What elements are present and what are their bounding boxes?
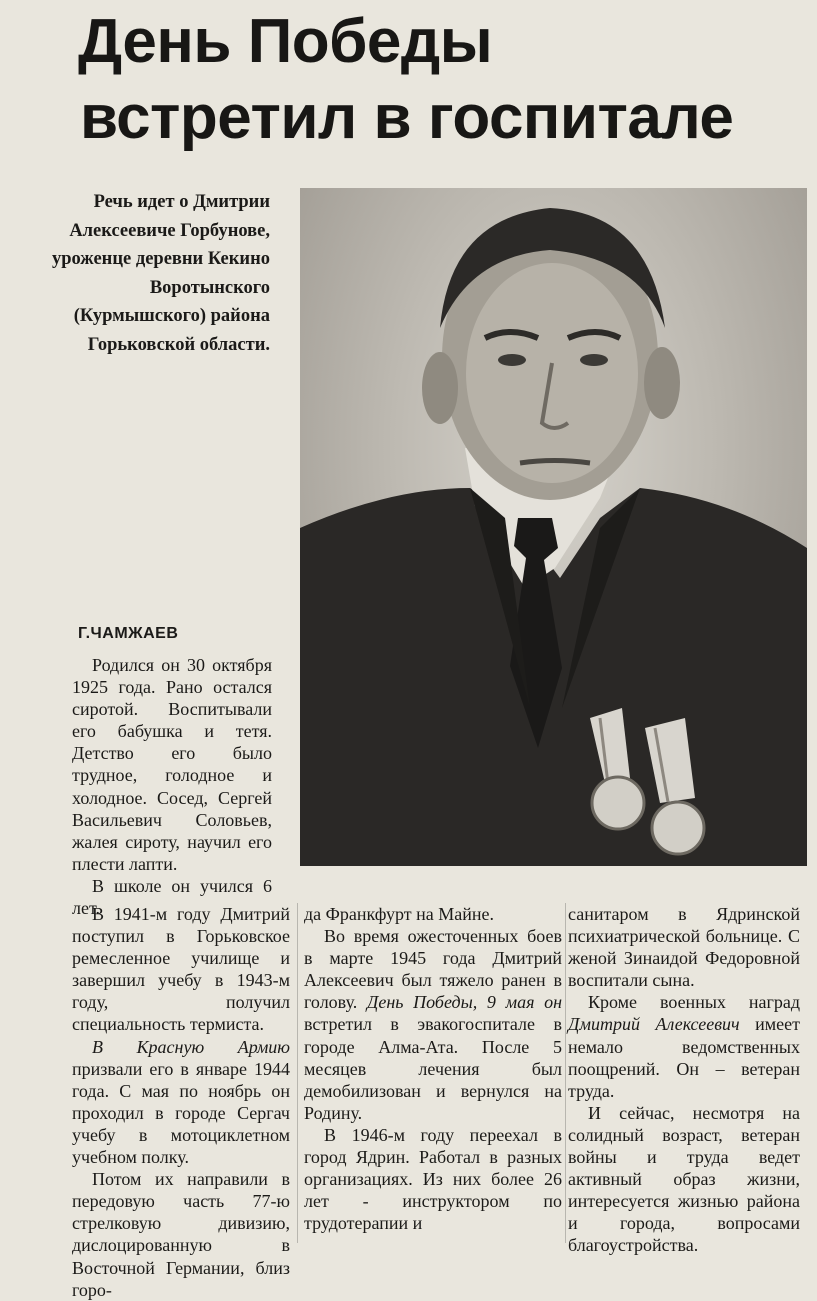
paragraph-text: Кроме военных наград <box>588 992 800 1013</box>
portrait-illustration <box>300 188 807 866</box>
column-rule <box>297 903 298 1243</box>
paragraph <box>304 925 562 1124</box>
article-deck: Речь идет о Дмитрии Алексеевиче Горбунове, уроженце деревни Кекино Воротынского (Курмышского) района Горьковской области. <box>51 192 270 355</box>
paragraph: И сейчас, несмотря на солидный возраст, ветеран войны и труда ведет активный образ жизни, интересуется жизнью района и города, вопросами благоустройства. <box>568 1102 800 1256</box>
column-3 <box>568 903 800 1257</box>
portrait-photo <box>300 188 807 866</box>
paragraph: Родился он 30 октября 1925 года. Рано остался сиротой. Воспитывали его бабушка и тетя. Детство его было трудное, голодное и холодное. Сосед, Сергей Васильевич Соловьев, жалея сироту, научил его плести лапти. <box>72 655 272 874</box>
paragraph: санитаром в Ядринской психиатрической больнице. С женой Зинаидой Федоровной воспитали сына. <box>568 904 800 991</box>
paragraph: В школе он учился 6 лет. <box>72 875 272 919</box>
paragraph: Потом их направили в передовую часть 77-ю стрелковую дивизию, дислоцированную в Восточной Германии, близ горо- <box>72 1169 290 1300</box>
italic-phrase: День Победы, 9 мая он <box>366 992 563 1013</box>
headline-line-2: встретил в госпитале <box>80 83 734 152</box>
paragraph-text: встретил в эвакогоспитале в городе Алма-Ата. После 5 месяцев лечения был демобилизован и вернулся на Родину. <box>304 1014 562 1123</box>
paragraph: В 1941-м году Дмитрий поступил в Горьковское ремесленное училище и завершил учебу в 1943-м году, получил специальность термиста. <box>72 904 290 1035</box>
byline: Г.ЧАМЖАЕВ <box>78 625 179 642</box>
column-1-top <box>72 654 272 919</box>
paragraph: В 1946-м году переехал в город Ядрин. Работал в разных организациях. Из них более 26 лет - инструктором по трудотерапии и <box>304 1124 562 1234</box>
column-2 <box>304 903 562 1234</box>
paragraph-text: Во время ожесточенных боев в марте 1945 года Дмитрий Алексеевич был тяжело ранен в голову. <box>304 926 562 1013</box>
column-1-bottom <box>72 903 290 1301</box>
italic-phrase: В Красную Армию <box>92 1036 290 1057</box>
italic-phrase: Дмитрий Алексеевич <box>568 1014 740 1035</box>
paragraph-text: имеет немало ведомственных поощрений. Он – ветеран труда. <box>568 1014 800 1101</box>
paragraph-text: призвали его в январе 1944 года. С мая по ноябрь он проходил в городе Сергач учебу в мотоциклетном учебном полку. <box>72 1058 290 1168</box>
headline <box>78 4 798 156</box>
headline-line-1: День Победы <box>78 7 493 76</box>
paragraph <box>568 991 800 1101</box>
column-rule <box>565 903 566 1243</box>
paragraph <box>72 1036 290 1169</box>
paragraph: да Франкфурт на Майне. <box>304 904 495 924</box>
